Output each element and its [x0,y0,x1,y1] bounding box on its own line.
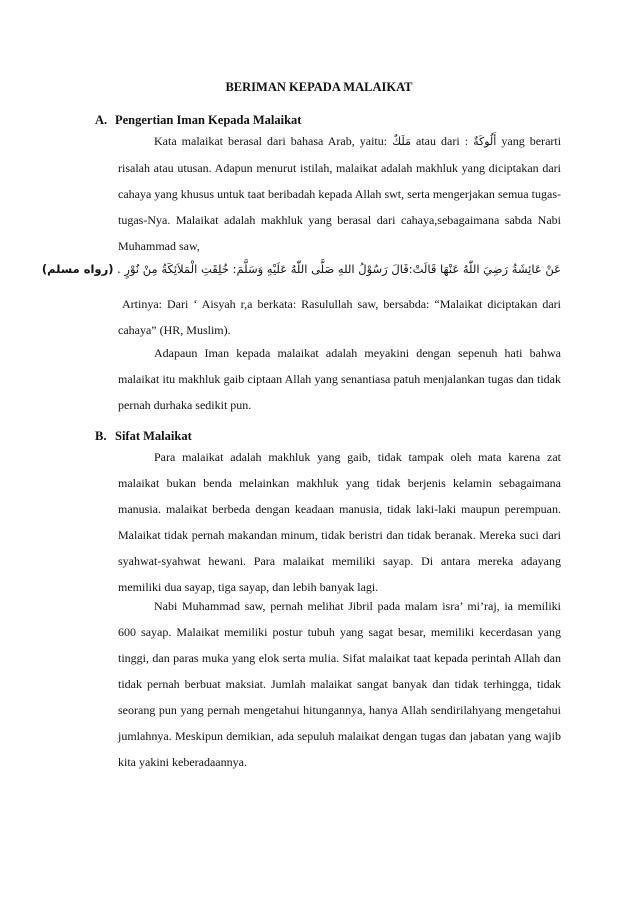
page-title: BERIMAN KEPADA MALAIKAT [225,80,413,94]
section-a-paragraph-2: Adapaun Iman kepada malaikat adalah meyakini dengan sepenuh hati bahwa malaikat itu makhluk gaib ciptaan Allah yang senantiasa patuh menjalankan tugas dan tidak pernah durhaka sedikit pun. [118,346,561,412]
section-a-letter: A. [95,113,108,127]
hadith-text: عَنْ عَائِشَةُ رَضِيَ اللّٰهُ عَنْهَا قَالَتْ:قَالَ رَسُوْلُ اللهِ صَلَّى اللّٰهُ عَلَيْهِ وَسَلَّمَ: خُلِقَتِ الْمَلاَئِكَةُ مِنْ نُوْرٍ . [117,262,561,276]
hadith-arabic [41,259,561,279]
hadith-translation: Artinya: Dari ‘ Aisyah r,a berkata: Rasulullah saw, bersabda: “Malaikat diciptakan dari cahaya” (HR, Muslim). [118,297,561,337]
section-b-title: Sifat Malaikat [115,429,192,443]
section-b-heading [95,429,192,444]
arabic-word-malak: مَلَكٌ [392,135,411,148]
definition-text-b: atau dari : [416,134,469,148]
section-b-paragraph-2: Nabi Muhammad saw, pernah melihat Jibril pada malam isra’ mi’raj, ia memiliki 600 sayap. Malaikat memiliki postur tubuh yang sagat besar, memiliki kecerdasan yang tinggi, dan paras muka yang elok serta mulia. Sifat malaikat taat kepada perintah Allah dan tidak pernah berbuat maksiat. Jumlah malaikat sangat banyak dan tidak terhingga, tidak seorang pun yang pernah mengetahui hitungannya, hanya Allah sendirilahyang mengetahui jumlahnya. Meskipun demikian, ada sepuluh malaikat dengan tugas dan jabatan yang wajib kita yakini keberadaannya. [118,599,561,769]
section-b-letter: B. [95,429,107,443]
section-a-heading [95,113,301,128]
section-a-title: Pengertian Iman Kepada Malaikat [115,113,302,127]
definition-text-a: Kata malaikat berasal dari bahasa Arab, yaitu: [154,134,388,148]
arabic-word-aluka: أَلُوكَةٌ [473,135,497,148]
definition-text-c: yang berarti risalah atau utusan. Adapun menurut istilah, malaikat adalah makhluk yang diciptakan dari cahaya yang khusus untuk taat beribadah kepada Allah swt, serta mengerjakan semua tugas-tugas-Nya. Malaikat adalah makhluk yang berasal dari cahaya,sebagaimana sabda Nabi Muhammad saw, [118,134,562,253]
section-a-paragraph-1 [118,128,561,259]
section-b-paragraph-1: Para malaikat adalah makhluk yang gaib, tidak tampak oleh mata karena zat malaikat bukan benda melainkan makhluk yang tidak berjenis kelamin sebagaimana manusia. malaikat berbeda dengan keadaan manusia, tidak laki-laki maupun perempuan. Malaikat tidak pernah makandan minum, tidak beristri dan tidak beranak. Mereka suci dari syahwat-syahwat hewani. Para malaikat memiliki sayap. Di antara mereka adayang memiliki dua sayap, tiga sayap, dan lebih banyak lagi. [118,450,561,594]
hadith-source: (رواه مسلم) [41,262,114,276]
